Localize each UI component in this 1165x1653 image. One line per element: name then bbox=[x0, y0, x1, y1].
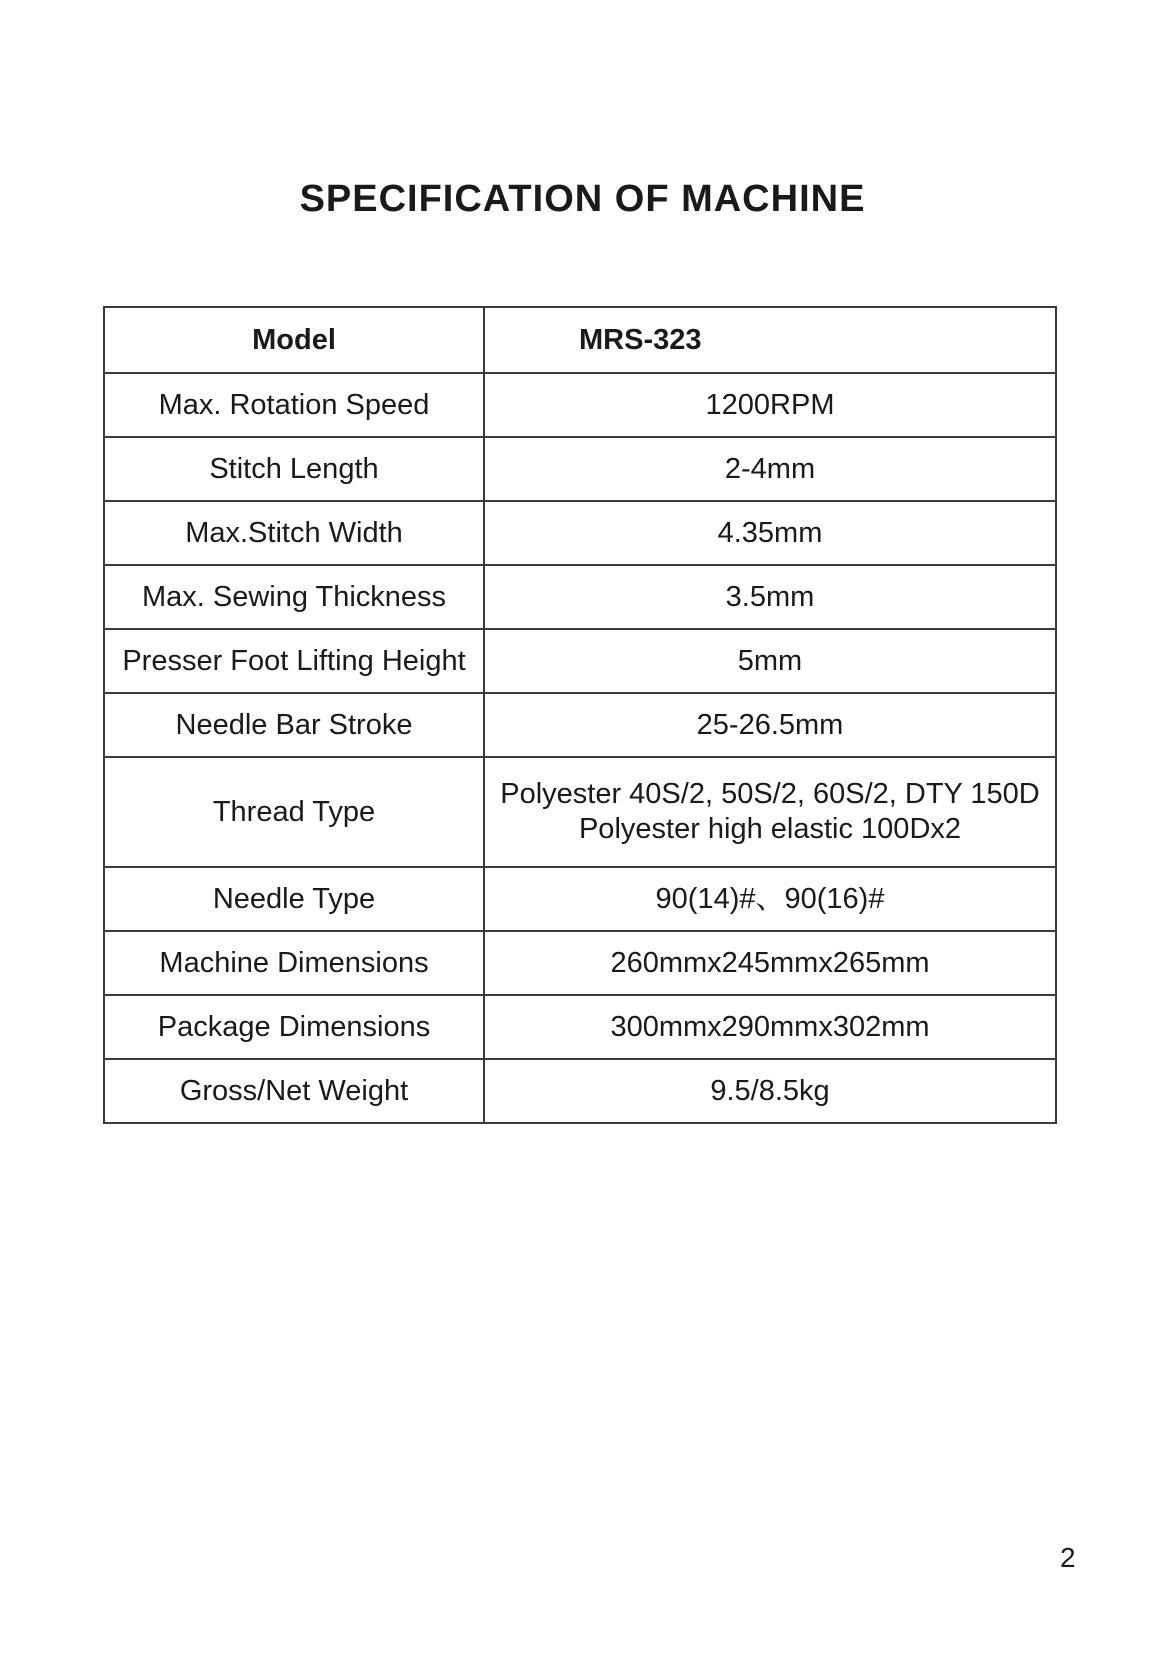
spec-value: 1200RPM bbox=[484, 373, 1056, 437]
spec-label: Max. Sewing Thickness bbox=[104, 565, 484, 629]
spec-label: Max. Rotation Speed bbox=[104, 373, 484, 437]
spec-label: Needle Bar Stroke bbox=[104, 693, 484, 757]
table-row bbox=[104, 629, 1056, 693]
spec-value: 3.5mm bbox=[484, 565, 1056, 629]
header-label-cell: Model bbox=[104, 307, 484, 373]
spec-label: Package Dimensions bbox=[104, 995, 484, 1059]
spec-label: Thread Type bbox=[104, 757, 484, 867]
spec-label: Max.Stitch Width bbox=[104, 501, 484, 565]
header-value-cell: MRS-323 bbox=[484, 307, 1056, 373]
spec-value-line: Polyester high elastic 100Dx2 bbox=[578, 813, 962, 845]
table-row bbox=[104, 931, 1056, 995]
table-row bbox=[104, 565, 1056, 629]
spec-value: 5mm bbox=[484, 629, 1056, 693]
spec-value bbox=[484, 757, 1056, 867]
spec-value: 90(14)#、90(16)# bbox=[484, 867, 1056, 931]
table-row bbox=[104, 757, 1056, 867]
spec-value: 9.5/8.5kg bbox=[484, 1059, 1056, 1123]
table-row bbox=[104, 995, 1056, 1059]
table-row bbox=[104, 867, 1056, 931]
spec-value: 300mmx290mmx302mm bbox=[484, 995, 1056, 1059]
table-row bbox=[104, 373, 1056, 437]
table-row bbox=[104, 501, 1056, 565]
spec-label: Machine Dimensions bbox=[104, 931, 484, 995]
table-row bbox=[104, 437, 1056, 501]
spec-label: Presser Foot Lifting Height bbox=[104, 629, 484, 693]
spec-label: Stitch Length bbox=[104, 437, 484, 501]
page-title: SPECIFICATION OF MACHINE bbox=[299, 178, 866, 220]
spec-value: 4.35mm bbox=[484, 501, 1056, 565]
spec-value: 260mmx245mmx265mm bbox=[484, 931, 1056, 995]
spec-value: 2-4mm bbox=[484, 437, 1056, 501]
table-row bbox=[104, 1059, 1056, 1123]
spec-value-line: Polyester 40S/2, 50S/2, 60S/2, DTY 150D bbox=[500, 778, 1040, 811]
specification-table bbox=[103, 306, 1057, 1124]
table-row bbox=[104, 693, 1056, 757]
spec-label: Gross/Net Weight bbox=[104, 1059, 484, 1123]
page-number: 2 bbox=[1060, 1542, 1076, 1573]
table-header-row bbox=[104, 307, 1056, 373]
spec-label: Needle Type bbox=[104, 867, 484, 931]
spec-value: 25-26.5mm bbox=[484, 693, 1056, 757]
